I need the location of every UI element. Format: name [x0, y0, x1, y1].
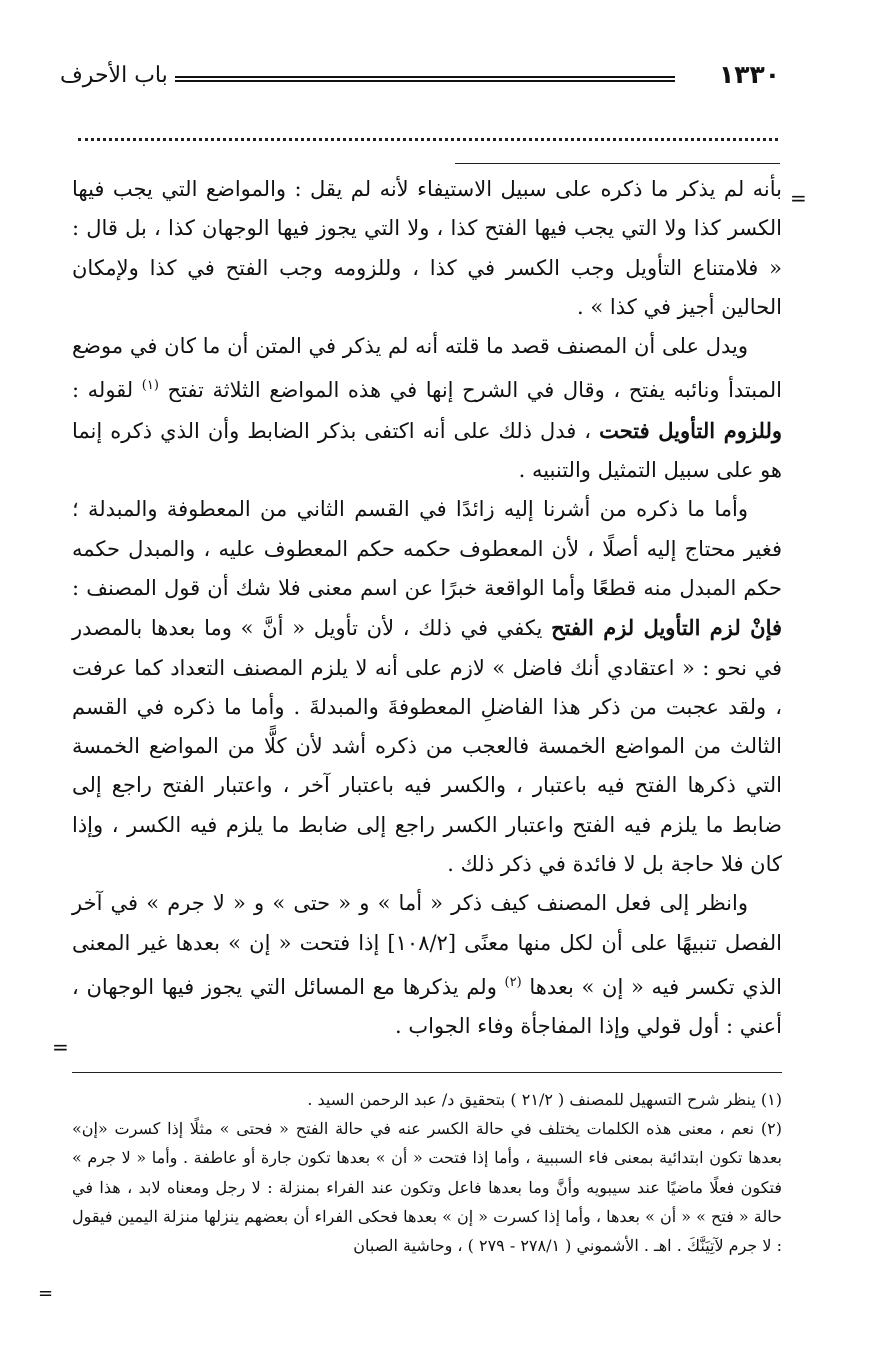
footnote-1: (١) ينظر شرح التسهيل للمصنف ( ٢١/٢ ) بتحقيق د/ عبد الرحمن السيد .	[307, 1090, 782, 1109]
chapter-title: باب الأحرف	[60, 63, 168, 88]
page-number: ١٣٣٠	[718, 60, 780, 89]
footnote-2: (٢) نعم ، معنى هذه الكلمات يختلف في حالة الكسر عنه في حالة الفتح « فحتى » مثلًا إذا كسرت «إن» بعدها تكون ابتدائية بمعنى فاء السببية ، وأما إذا فتحت « أن » بعدها تكون جارة أو عاطفة . وأما « لا جرم » فتكون فعلًا ماضيًا عند سيبويه وأنَّ وما بعدها فاعل وتكون عند الفراء بمنزلة : لا رجل ومعناه لابد ، هذا في حالة « فتح » « أن » بعدها ، وأما إذا كسرت « إن » بعدها فحكى الفراء أن بعضهم ينزلها منزلة اليمين فيقول : لا جرم لآتِيَنَّكَ . اهـ . الأشموني ( ٢٧٨/١ - ٢٧٩ ) ، وحاشية الصبان	[72, 1119, 783, 1256]
paragraph-3-text-b: يكفي في ذلك ، لأن تأويل « أنَّ » وما بعدها بالمصدر في نحو : « اعتقادي أنك فاضل » لازم على أنه لا يلزم المصنف التعداد كما عرفت ، ولقد عجبت من ذكر هذا الفاضلِ المعطوفةَ والمبدلةَ . وأما ما ذكره في القسم الثالث من المواضع الخمسة فالعجب من ذكره أشد لأن كلًّا من المواضع الخمسة التي ذكرها الفتح فيه باعتبار ، والكسر فيه باعتبار آخر ، واعتبار الفتح راجع إلى ضابط ما يلزم فيه الفتح واعتبار الكسر راجع إلى ضابط ما يلزم فيه الكسر ، وإذا كان فلا حاجة بل لا فائدة في ذكر ذلك .	[72, 616, 782, 877]
bold-quote-2: فإنْ لزم التأويل لزم الفتح	[551, 615, 783, 641]
paragraph-3-text: وأما ما ذكره من أشرنا إليه زائدًا في القسم الثاني من المعطوفة والمبدلة ؛ فغير محتاج إليه أصلًا ، لأن المعطوف حكمه حكم المعطوف عليه ، والمبدل حكمه حكم المبدل منه قطعًا وأما الواقعة خبرًا عن اسم معنى فلا شك أن قول المصنف :	[72, 497, 782, 600]
dotted-separator	[78, 138, 778, 141]
paragraph-4-text: وانظر إلى فعل المصنف كيف ذكر « أما » و « حتى » و « لا جرم » في آخر الفصل تنبيهًا على أن لكل منها معنًى [١٠٨/٢] إذا فتحت « إن » بعدها غير المعنى الذي تكسر فيه « إن » بعدها	[72, 891, 783, 999]
header-rule	[175, 76, 675, 82]
paragraph-2	[72, 327, 782, 490]
paragraph-3	[72, 490, 782, 884]
footnote-ref-2: (٢)	[504, 974, 522, 990]
page-header	[60, 58, 780, 98]
paragraph-4	[72, 884, 782, 1046]
footnote-rule	[72, 1072, 782, 1073]
paragraph-2-text-b: لقوله :	[72, 378, 134, 403]
continuation-mark-start: =	[790, 186, 807, 210]
paragraph-1: بأنه لم يذكر ما ذكره على سبيل الاستيفاء لأنه لم يقل : والمواضع التي يجب فيها الكسر كذا ولا التي يجب فيها الفتح كذا ، ولا التي يجوز فيها الوجهان كذا ، بل قال : « فلامتناع التأويل وجب الكسر في كذا ، وللزومه وجب الفتح في كذا ولإمكان الحالين أجيز في كذا » .	[72, 177, 782, 319]
paragraph-2-text: ويدل على أن المصنف قصد ما قلته أنه لم يذكر في المتن أن ما كان في موضع المبتدأ ونائبه يفتح ، وقال في الشرح إنها في هذه المواضع الثلاثة تفتح	[72, 334, 782, 403]
paragraph-4-text-b: ولم يذكرها مع المسائل التي يجوز فيها الوجهان ، أعني : أول قولي وإذا المفاجأة وفاء الجواب .	[72, 974, 782, 1039]
footnote-ref-1: (١)	[141, 378, 159, 394]
footnote-continuation-mark: =	[38, 1283, 54, 1304]
separator-rule	[455, 163, 780, 164]
paragraph-2-text-c: ، فدل ذلك على أنه اكتفى بذكر الضابط وأن الذي ذكره إنما هو على سبيل التمثيل والتنبيه .	[72, 418, 782, 483]
footnotes	[72, 1085, 782, 1260]
main-text	[72, 170, 782, 1047]
bold-quote-1: وللزوم التأويل فتحت	[599, 417, 782, 443]
continuation-mark-end: =	[52, 1035, 69, 1059]
